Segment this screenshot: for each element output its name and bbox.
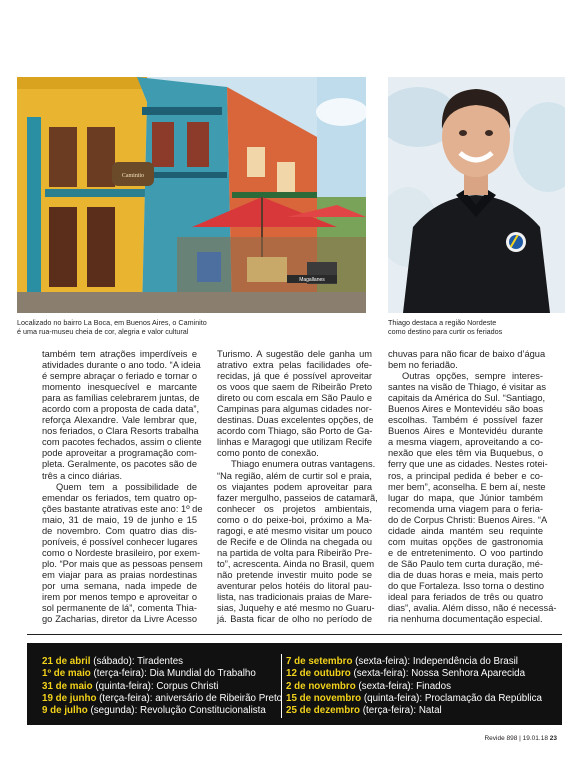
- caption-line: é uma rua-museu cheia de cor, alegria e valor cultural: [17, 326, 189, 336]
- holiday-date: 2 de novembro: [286, 680, 356, 692]
- text-line: acordo com Thiago, são Porto de Ga-: [217, 426, 373, 437]
- text-line: aventurar pelos hotéis do litoral pau-: [217, 580, 372, 591]
- text-line: sias, Juquehy e até mesmo no Guaru-: [217, 603, 375, 614]
- text-line: irem por menos tempo e aproveitar o: [42, 592, 197, 603]
- holiday-date: 9 de julho: [42, 705, 88, 717]
- body-column-2: [217, 349, 378, 625]
- text-line: os viajantes podem aproveitar para: [217, 481, 372, 492]
- text-line: atrativo extra pelas facilidades ofe-: [217, 360, 372, 371]
- holiday-desc: (sexta-feira): Finados: [355, 680, 451, 692]
- text-line: plo. “Por mais que as pessoas pensem: [42, 558, 203, 569]
- text-line: chuvas para não ficar de baixo d’água: [388, 349, 546, 359]
- holiday-desc: (sábado): Tiradentes: [90, 656, 184, 667]
- text-line: dia de duas horas e meia, mais perto: [388, 569, 543, 580]
- holiday-item: [42, 656, 282, 668]
- text-line: na partida de volta para Ribeirão Pre-: [217, 547, 373, 558]
- holiday-desc: (segunda): Revolução Constitucionalista: [87, 705, 266, 717]
- left-photo-caption: [17, 319, 207, 336]
- caption-line: como destino para curtir os feriados: [388, 326, 503, 336]
- text-line: Campinas para algumas cidades nor-: [217, 404, 372, 415]
- text-line: para as famílias celebrarem juntas, de: [42, 393, 200, 404]
- text-line: ideal para feriados de três ou quatro: [388, 592, 543, 603]
- text-line: de novembro. Com quatro dias dis-: [42, 525, 197, 536]
- caption-line: Thiago destaca a região Nordeste: [388, 318, 497, 327]
- text-line: Outras opções, sempre interes-: [402, 371, 543, 382]
- text-line: os voos que saem de Ribeirão Preto: [217, 382, 372, 393]
- text-line: mer bem”, aconselha. E bem aí, neste: [388, 481, 546, 492]
- holiday-date: 15 de novembro: [286, 692, 362, 704]
- text-line: pleta. Geralmente, os pacotes são de: [42, 459, 197, 470]
- holiday-item: [286, 668, 542, 680]
- text-line: fazer mergulho, passeios de catamarã,: [217, 492, 378, 503]
- caminito-sign-text: Caminito: [121, 173, 145, 179]
- thiago-portrait-photo: [388, 77, 565, 313]
- text-line: atividades durante o ano todo. “A ideia: [42, 360, 201, 371]
- text-line: reforça Alexandre. Vale lembrar que,: [42, 415, 197, 426]
- text-line: dias”, avalia. Além disso, não é necessá-: [388, 603, 557, 614]
- text-line: como o do peixe-boi, próximo a Ma-: [217, 514, 372, 525]
- holiday-item: [42, 705, 282, 717]
- holiday-item: [286, 705, 542, 717]
- body-column-3: [388, 349, 557, 625]
- text-line: ragogi, e até mesmo visitar um pouco: [217, 525, 373, 536]
- text-line: destinas. Duas excelentes opções, de: [217, 415, 374, 426]
- holiday-date: 31 de maio: [42, 680, 93, 692]
- street-sign-text: Magallanes: [299, 277, 325, 283]
- page-number: 23: [549, 735, 557, 742]
- holiday-date: 12 de outubro: [286, 668, 351, 680]
- holiday-date: 7 de setembro: [286, 656, 353, 667]
- page-folio: [484, 735, 557, 742]
- holiday-list-right: [286, 656, 542, 717]
- text-line: é sempre abraçar o feriado e tornar o: [42, 371, 197, 382]
- holiday-desc: (quinta-feira): Proclamação da República: [361, 692, 542, 704]
- text-line: ferry que une as cidades. Nestes rotei-: [388, 459, 548, 470]
- text-line: e de entretenimento. O voo partindo: [388, 547, 543, 558]
- text-line: Quem tem a possibilidade de: [56, 481, 197, 492]
- text-line: direto ou com escala em São Paulo e: [217, 393, 372, 404]
- text-line: em viajar para as praias nordestinas: [42, 569, 197, 580]
- text-line: conhecer os projetos ambientais,: [217, 503, 372, 514]
- text-line: sol permanente de lá”, comenta Thia-: [42, 603, 197, 614]
- text-line: lista, nas tradicionais praias de Mare-: [217, 592, 372, 603]
- text-line: maio, 31 de maio, 19 de junho e 15: [42, 514, 197, 525]
- text-line: recidas, já que é possível aproveitar: [217, 371, 372, 382]
- text-line: Thiago enumera outras vantagens.: [231, 459, 376, 470]
- text-line: emendar os feriados, tem quatro op-: [42, 492, 197, 503]
- text-line: já. Basta ficar de olho no período de: [217, 614, 372, 625]
- text-line: de São Paulo tem curta duração, mé-: [388, 558, 543, 569]
- text-line: Buenos Aires e Montevidéu durante: [388, 426, 543, 437]
- text-line: santes na visão de Thiago, é visitar as: [388, 382, 546, 393]
- holiday-desc: (quinta-feira): Corpus Christi: [92, 680, 219, 692]
- text-line: também tem atrações imperdíveis e: [42, 349, 197, 359]
- text-line: linhas e Maragogi que utilizam Recife: [217, 437, 372, 448]
- holiday-item: [286, 656, 542, 668]
- text-line: ros, a principal pedida é beber e co-: [388, 470, 543, 481]
- text-line: três a cinco diárias.: [42, 470, 123, 481]
- holiday-item: [286, 693, 542, 705]
- holiday-date: 1º de maio: [42, 668, 91, 680]
- text-line: capitais da América do Sul. “Santiago,: [388, 393, 546, 404]
- text-line: recomenda uma viagem para o feria-: [388, 503, 543, 514]
- text-line: ções bastante atrativas este ano: 1º de: [42, 503, 203, 514]
- text-line: pode aproveitar a programação com-: [42, 448, 197, 459]
- holiday-item: [42, 693, 282, 705]
- text-line: como ponto de conexão.: [217, 448, 319, 459]
- text-line: escolhas. Também é possível fazer: [388, 415, 543, 426]
- holiday-item: [42, 668, 282, 680]
- text-line: como o Nordeste brasileiro, por exem-: [42, 547, 201, 558]
- text-line: nexão que eles têm via Buquebus, o: [388, 448, 543, 459]
- text-line: com pacotes fechados, assim o cliente: [42, 437, 202, 448]
- holiday-desc: (terça-feira): aniversário de Ribeirão Preto: [96, 692, 283, 704]
- holiday-desc: (sexta-feira): Independência do Brasil: [352, 656, 518, 667]
- body-column-1: [42, 349, 203, 625]
- text-line: Turismo. A sugestão dele ganha um: [217, 349, 372, 359]
- text-line: momento inesquecível e marcante: [42, 382, 197, 393]
- caminito-photo: [17, 77, 366, 313]
- text-line: a mesma viagem, aproveitando a co-: [388, 437, 543, 448]
- holiday-desc: (terça-feira): Dia Mundial do Trabalho: [90, 668, 256, 680]
- holiday-date: 19 de junho: [42, 692, 97, 704]
- text-line: nos feriados, o Clara Resorts trabalha: [42, 426, 199, 437]
- text-line: cidade ainda mantém seu requinte: [388, 525, 543, 536]
- right-photo-caption: [388, 319, 502, 336]
- text-line: de Recife e de Olinda na chegada ou: [217, 536, 372, 547]
- holiday-desc: (sexta-feira): Nossa Senhora Aparecida: [350, 668, 526, 680]
- text-line: do de Corpus Christi: Buenos Aires. “A: [388, 514, 548, 525]
- text-line: do que Fortaleza. Isso torna o destino: [388, 580, 545, 591]
- text-line: go Zacharias, diretor da Livre Acesso: [42, 614, 197, 625]
- text-line: Buenos Aires e Montevidéu são boas: [388, 404, 543, 415]
- holiday-item: [42, 681, 282, 693]
- holiday-item: [286, 681, 542, 693]
- holiday-desc: (terça-feira): Natal: [360, 705, 442, 717]
- text-line: por uma semana, nada impede de: [42, 580, 197, 591]
- text-line: com muitas opções de gastronomia: [388, 536, 543, 547]
- text-line: “Na região, além de curtir sol e praia,: [217, 470, 372, 481]
- holiday-list-left: [42, 656, 282, 717]
- text-line: to”, acrescenta. Ainda no Brasil, quem: [217, 558, 375, 569]
- text-line: não pretende investir muito pode se: [217, 569, 372, 580]
- holiday-date: 21 de abril: [42, 656, 91, 667]
- text-line: ria nenhuma documentação especial.: [388, 614, 543, 625]
- holiday-date: 25 de dezembro: [286, 705, 361, 717]
- caption-line: Localizado no bairro La Boca, em Buenos Aires, o Caminito: [17, 318, 207, 327]
- text-line: lugar do mapa, que Júnior também: [388, 492, 543, 503]
- text-line: acordo com a proposta de cada data”,: [42, 404, 200, 415]
- top-rule: [27, 634, 562, 635]
- issue-info: Revide 898 | 19.01.18: [484, 735, 548, 742]
- text-line: bem no feriadão.: [388, 360, 458, 371]
- text-line: poníveis, é possível conhecer lugares: [42, 536, 198, 547]
